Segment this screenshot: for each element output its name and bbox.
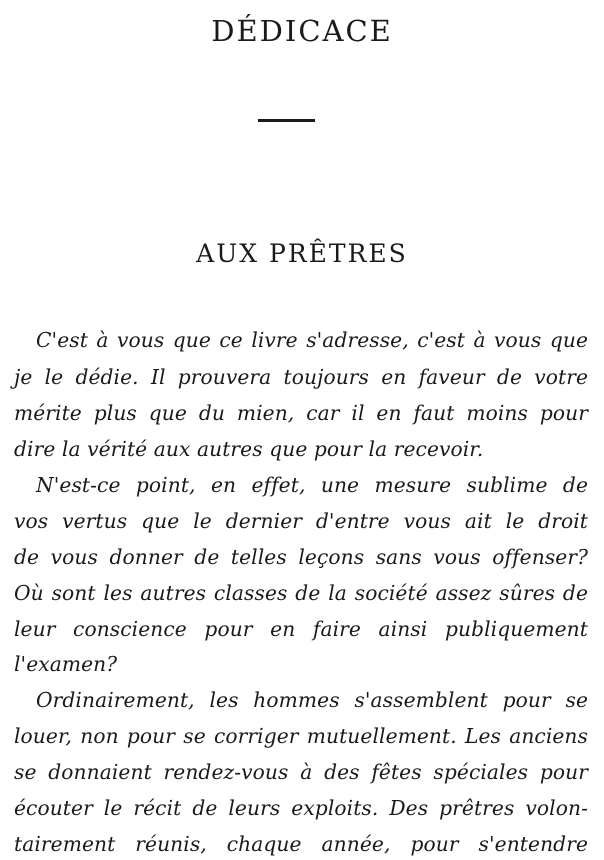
text-line: se donnaient rendez-vous à des fêtes spéciales pour [14,760,588,784]
section-title: AUX PRÊTRES [196,239,408,268]
text-line: tairement réunis, chaque année, pour s'entendre [14,832,588,856]
text-line: leur conscience pour en faire ainsi publiquement [14,617,588,641]
text-line: écouter le récit de leurs exploits. Des prêtres volon- [14,796,588,820]
text-line: Ordinairement, les hommes s'assemblent pour se [36,688,588,712]
title-rule [258,119,315,122]
text-line: N'est-ce point, en effet, une mesure sublime de [36,473,588,497]
text-line: louer, non pour se corriger mutuellement. Les anciens [14,724,588,748]
page-title: DÉDICACE [211,14,393,48]
text-line: de vous donner de telles leçons sans vous offenser? [14,545,588,569]
text-line: vos vertus que le dernier d'entre vous ait le droit [14,509,588,533]
text-line: mérite plus que du mien, car il en faut moins pour [14,401,588,425]
text-line: l'examen? [14,652,118,676]
text-line: C'est à vous que ce livre s'adresse, c'est à vous que [36,328,588,352]
text-line: dire la vérité aux autres que pour la recevoir. [14,437,484,461]
text-line: Où sont les autres classes de la société assez sûres de [14,581,588,605]
text-line: je le dédie. Il prouvera toujours en faveur de votre [14,365,588,389]
